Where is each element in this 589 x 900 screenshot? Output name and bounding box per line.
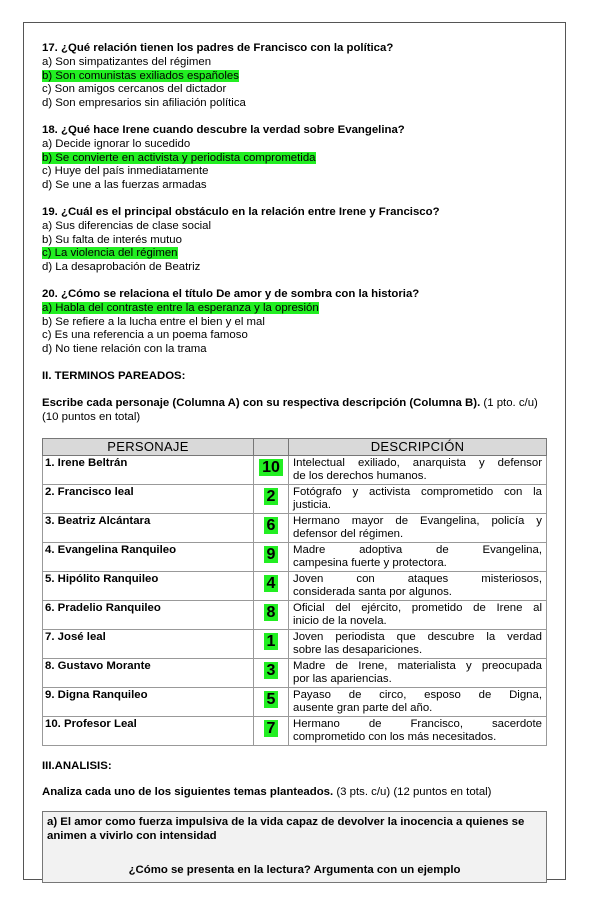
question-title: 17. ¿Qué relación tienen los padres de Francisco con la política? (42, 42, 394, 54)
question-block (42, 42, 552, 111)
answer-number: 5 (264, 691, 279, 708)
answer-option-highlighted (42, 70, 552, 84)
answer-number: 2 (264, 488, 279, 505)
answer-option-text: a) Sus diferencias de clase social (42, 219, 212, 232)
character-name: 1. Irene Beltrán (43, 455, 254, 484)
answer-option (42, 97, 552, 111)
answer-number: 8 (264, 604, 279, 621)
description-cell (289, 629, 547, 658)
question-title: 19. ¿Cuál es el principal obstáculo en la relación entre Irene y Francisco? (42, 205, 440, 218)
table-row (43, 513, 547, 542)
answer-option-text: a) Decide ignorar lo sucedido (42, 137, 191, 150)
description-line-1: Madre de Irene, materialista y preocupada (293, 659, 542, 672)
answer-cell (254, 571, 289, 600)
character-name: 8. Gustavo Morante (43, 658, 254, 687)
section-2-instruction (42, 396, 552, 424)
answer-cell (254, 600, 289, 629)
answer-option-text: d) Son empresarios sin afiliación política (42, 97, 246, 110)
worksheet-page (23, 22, 566, 880)
description-line-1: Madre adoptiva de Evangelina, (293, 543, 542, 556)
character-name: 5. Hipólito Ranquileo (43, 571, 254, 600)
answer-number: 10 (259, 459, 283, 476)
description-line-2: inicio de la novela. (293, 614, 387, 627)
answer-option-text: c) La violencia del régimen (42, 247, 178, 260)
answer-option-highlighted (42, 302, 552, 316)
section-2-instruction-bold: Escribe cada personaje (Columna A) con su respectiva descripción (Columna B). (42, 396, 481, 409)
description-line-1: Joven periodista que descubre la verdad (293, 630, 542, 643)
description-cell (289, 455, 547, 484)
answer-option (42, 234, 552, 248)
analysis-prompt: ¿Cómo se presenta en la lectura? Argumenta con un ejemplo (128, 864, 461, 877)
description-cell (289, 687, 547, 716)
table-row (43, 716, 547, 745)
answer-option-text: b) Son comunistas exiliados españoles (42, 69, 239, 82)
question-block (42, 288, 552, 357)
description-line-1: Intelectual exiliado, anarquista y defensor (293, 456, 542, 469)
character-name: 9. Digna Ranquileo (43, 687, 254, 716)
answer-number: 7 (264, 720, 279, 737)
description-line-2: por las apariencias. (293, 672, 392, 685)
answer-option-text: d) Se une a las fuerzas armadas (42, 179, 207, 192)
table-row (43, 658, 547, 687)
description-cell (289, 658, 547, 687)
table-row (43, 455, 547, 484)
answer-option (42, 56, 552, 70)
table-row (43, 600, 547, 629)
answer-option (42, 329, 552, 343)
answer-option-text: b) Se refiere a la lucha entre el bien y el mal (42, 315, 265, 328)
answer-option-text: b) Se convierte en activista y periodista comprometida (42, 151, 316, 164)
section-2-instruction-points: (1 pto. c/u) (10 puntos en total) (42, 396, 538, 423)
answer-cell (254, 716, 289, 745)
section-2-heading: II. TERMINOS PAREADOS: (42, 369, 186, 382)
table-row (43, 687, 547, 716)
question-block (42, 124, 552, 193)
answer-number: 6 (264, 517, 279, 534)
answer-option-highlighted (42, 152, 552, 166)
answer-option-text: b) Su falta de interés mutuo (42, 233, 182, 246)
description-line-2: campesina fuerte y protectora. (293, 556, 447, 569)
answer-option-text: c) Huye del país inmediatamente (42, 165, 209, 178)
character-name: 3. Beatriz Alcántara (43, 513, 254, 542)
character-name: 4. Evangelina Ranquileo (43, 542, 254, 571)
description-cell (289, 484, 547, 513)
description-line-2: de los derechos humanos. (293, 469, 427, 482)
character-name: 7. José leal (43, 629, 254, 658)
description-line-1: Fotógrafo y activista comprometido con la (293, 485, 542, 498)
description-line-2: ausente gran parte del año. (293, 701, 433, 714)
question-block (42, 206, 552, 275)
answer-number: 3 (264, 662, 279, 679)
table-row (43, 629, 547, 658)
description-line-1: Joven con ataques misteriosos, (293, 572, 542, 585)
description-line-2: justicia. (293, 498, 331, 511)
description-line-2: comprometido con los más necesitados. (293, 730, 497, 743)
table-row (43, 571, 547, 600)
section-3-instruction (42, 786, 552, 800)
description-line-2: sobre las desapariciones. (293, 643, 423, 656)
answer-option (42, 261, 552, 275)
table-row (43, 484, 547, 513)
answer-option-text: d) La desaprobación de Beatriz (42, 261, 201, 274)
column-header-personaje: PERSONAJE (43, 438, 254, 455)
worksheet-content (42, 42, 552, 883)
answer-number: 4 (264, 575, 279, 592)
description-line-1: Hermano de Francisco, sacerdote (293, 717, 542, 730)
analysis-topic-box (42, 811, 547, 883)
character-name: 6. Pradelio Ranquileo (43, 600, 254, 629)
answer-cell (254, 629, 289, 658)
description-line-1: Hermano mayor de Evangelina, policía y (293, 514, 542, 527)
answer-option-text: c) Es una referencia a un poema famoso (42, 329, 248, 342)
character-name: 2. Francisco leal (43, 484, 254, 513)
column-header-answer (254, 438, 289, 455)
description-cell (289, 542, 547, 571)
column-header-descripcion: DESCRIPCIÓN (289, 438, 547, 455)
character-name: 10. Profesor Leal (43, 716, 254, 745)
answer-cell (254, 542, 289, 571)
answer-option-text: a) Son simpatizantes del régimen (42, 55, 212, 68)
description-line-2: defensor del régimen. (293, 527, 404, 540)
matching-table-body (43, 455, 547, 745)
question-title: 20. ¿Cómo se relaciona el título De amor y de sombra con la historia? (42, 287, 420, 300)
answer-cell (254, 455, 289, 484)
answer-cell (254, 687, 289, 716)
section-3-instruction-bold: Analiza cada uno de los siguientes temas planteados. (42, 785, 334, 798)
table-row (43, 542, 547, 571)
answer-option (42, 165, 552, 179)
question-title: 18. ¿Qué hace Irene cuando descubre la verdad sobre Evangelina? (42, 123, 405, 136)
answer-option (42, 343, 552, 357)
section-3-instruction-points: (3 pts. c/u) (12 puntos en total) (333, 785, 492, 798)
answer-option-highlighted (42, 247, 552, 261)
answer-cell (254, 484, 289, 513)
analysis-topic-text: a) El amor como fuerza impulsiva de la vida capaz de devolver la inocencia a quienes se animen a vivirlo con intensidad (47, 816, 525, 843)
answer-number: 9 (264, 546, 279, 563)
answer-option (42, 316, 552, 330)
description-line-1: Oficial del ejército, prometido de Irene al (293, 601, 542, 614)
answer-option (42, 138, 552, 152)
section-3-heading: III.ANALISIS: (42, 759, 112, 772)
answer-cell (254, 513, 289, 542)
answer-number: 1 (264, 633, 279, 650)
description-line-2: considerada santa por algunos. (293, 585, 452, 598)
description-cell (289, 571, 547, 600)
answer-option (42, 179, 552, 193)
description-cell (289, 513, 547, 542)
answer-option (42, 220, 552, 234)
description-cell (289, 600, 547, 629)
matching-table (42, 438, 547, 746)
description-cell (289, 716, 547, 745)
answer-option (42, 83, 552, 97)
description-line-1: Payaso de circo, esposo de Digna, (293, 688, 542, 701)
answer-option-text: c) Son amigos cercanos del dictador (42, 83, 227, 96)
multiple-choice-questions (42, 42, 552, 357)
answer-cell (254, 658, 289, 687)
answer-option-text: d) No tiene relación con la trama (42, 343, 207, 356)
answer-option-text: a) Habla del contraste entre la esperanza y la opresión (42, 301, 319, 314)
